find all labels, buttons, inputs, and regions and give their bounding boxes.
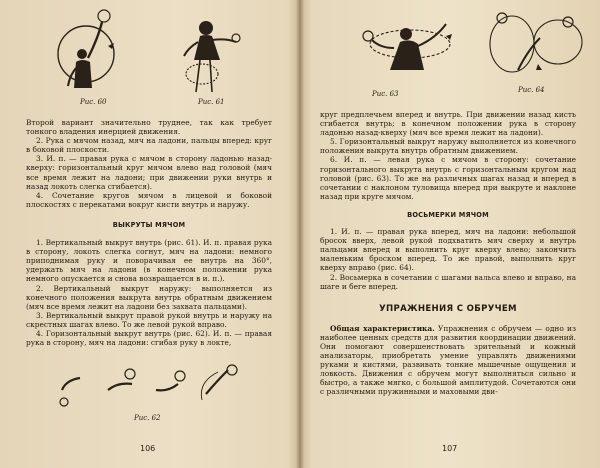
figure-61-drawing xyxy=(176,18,242,94)
left-para-8: 4. Горизонтальный выкрут внутрь (рис. 62). И. п. — правая рука в сторону, мяч на ладони: сгибая руку в локте, xyxy=(26,328,272,348)
figure-62-drawing xyxy=(56,360,256,408)
right-para-2: 5. Горизонтальный выкрут наружу выполняется из конечного положения выкрута внутрь обратным движением. xyxy=(320,137,576,156)
figure-62-caption: Рис. 62 xyxy=(134,414,161,422)
left-para-4: 4. Сочетание кругов мячом в лицевой и боковой плоскостях с перекатами вокруг кисти внутрь и наружу. xyxy=(26,190,272,209)
figure-60-drawing xyxy=(48,6,128,88)
right-para-6-lead: Общая характеристика. xyxy=(330,323,435,333)
left-para-1: Второй вариант значительно труднее, так как требует тонкого владения инерцией движения. xyxy=(26,118,272,137)
figure-64-drawing xyxy=(478,8,588,84)
right-page xyxy=(302,0,600,468)
figure-61-caption: Рис. 61 xyxy=(198,98,225,106)
right-para-1: круг предплечьем вперед и внутрь. При движении назад кисть сгибается внутрь; в конечном положении рука в сторону ладонью назад-кверху (мяч все время лежит на ладони). xyxy=(320,110,576,138)
left-page-number: 106 xyxy=(140,444,156,453)
figure-63-drawing xyxy=(346,6,466,90)
right-para-5: 2. Восьмерка в сочетании с шагами вальса влево и вправо, на шаге и беге вперед. xyxy=(320,272,576,291)
right-para-4: 1. И. п. — правая рука вперед, мяч на ладони: небольшой бросок вверх, левой рукой подхватить мяч сверху и внутрь пальцами вперед и выполнить круг кверху влево; закончить маленьким броском вперед. То же правой, выполнить круг кверху вправо (рис. 64). xyxy=(320,227,576,273)
section-heading-obruch: УПРАЖНЕНИЯ С ОБРУЧЕМ xyxy=(379,303,517,314)
right-para-6-body: Упражнения с обручем — одно из наиболее ценных средств для развития координации движений. Они помогают совершенствовать зрительный и кожный анализаторы, приобретать умение управлять движениями руками и кистями, развивать тонкие мышечные ощущения и ловкость. Движения с обручем могут выполняться сильно и быстро, а также мягко, с большой амплитудой. Сочетаются они с различными пружинными и маховыми дви- xyxy=(320,323,576,397)
figure-63-caption: Рис. 63 xyxy=(372,90,399,98)
figure-63 xyxy=(346,6,466,90)
right-para-6 xyxy=(320,324,576,397)
left-para-6: 2. Вертикальный выкрут наружу: выполняется из конечного положения выкрута внутрь обратным движением (мяч все время лежит на ладони без захвата пальцами). xyxy=(26,283,272,311)
left-page-text xyxy=(26,118,272,347)
section-heading-vosmerki: ВОСЬМЕРКИ МЯЧОМ xyxy=(407,210,489,219)
right-page-number: 107 xyxy=(442,444,458,453)
section-heading-vykruty: ВЫКРУТЫ МЯЧОМ xyxy=(112,220,186,229)
left-para-7: 3. Вертикальный выкрут правой рукой внутрь и наружу на скрестных шагах влево. То же левой рукой вправо. xyxy=(26,310,272,329)
figure-64-caption: Рис. 64 xyxy=(518,86,545,94)
left-para-2: 2. Рука с мячом назад, мяч на ладони, пальцы вперед: круг в боковой плоскости. xyxy=(26,136,272,155)
right-page-text xyxy=(320,110,576,397)
figure-60 xyxy=(48,6,128,88)
right-para-3: 6. И. п. — левая рука с мячом в сторону: сочетание горизонтального выкрута внутрь с горизонтальным кругом над головой (рис. 63). То же на различных шагах назад и вперед в сочетании с наклоном туловища вперед при выкруте и наклоне назад при круге мячом. xyxy=(320,155,576,201)
left-para-5: 1. Вертикальный выкрут внутрь (рис. 61). И. п. правая рука в сторону, локоть слегка согнут, мяч на ладони: немного приподнимая руку и поворачивая ее внутрь на 360°, удержать мяч на ладони (в конечном положении рука немного опускается и снова возвращается в и. п.). xyxy=(26,238,272,284)
figure-61 xyxy=(176,18,242,94)
figure-60-caption: Рис. 60 xyxy=(80,98,107,106)
figure-64 xyxy=(478,8,588,84)
left-para-3: 3. И. п. — правая рука с мячом в сторону ладонью назад-кверху: горизонтальный круг мячом влево над головой (мяч все время лежит на ладони; при движении руки внутрь и назад локоть слегка сгибается). xyxy=(26,154,272,191)
figure-62 xyxy=(56,360,256,408)
